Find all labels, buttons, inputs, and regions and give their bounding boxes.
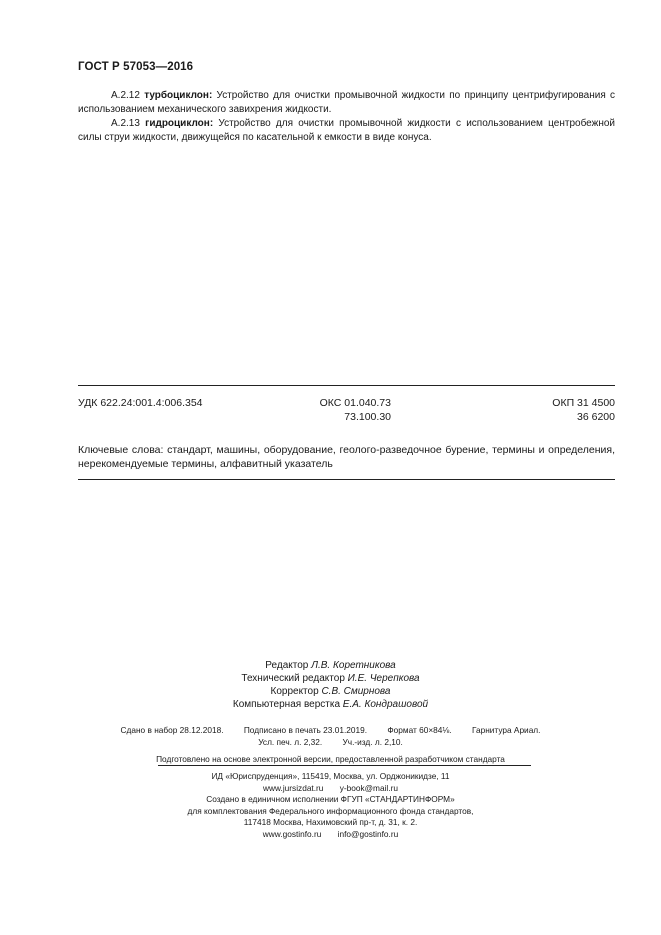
divider bbox=[78, 479, 615, 480]
gostinfo-email[interactable]: info@gostinfo.ru bbox=[337, 828, 399, 839]
imprint-block bbox=[0, 725, 661, 748]
okp-code-2: 36 6200 bbox=[577, 410, 615, 423]
keywords: Ключевые слова: стандарт, машины, оборудование, геолого-разведочное бурение, термины и определения, нерекомендуемые термины, алфавитный указатель bbox=[78, 444, 615, 470]
definition-text: Устройство для очистки промывочной жидкости по принципу центрифугирования с использованием механического завихрения жидкости. bbox=[78, 90, 616, 115]
okp-codes bbox=[552, 397, 615, 424]
prepared-note: Подготовлено на основе электронной версии, предоставленной разработчиком стандарта bbox=[156, 754, 505, 764]
publisher-email[interactable]: y-book@mail.ru bbox=[339, 782, 398, 793]
publisher-address: ИД «Юриспруденция», 115419, Москва, ул. Орджоникидзе, 11 bbox=[211, 771, 450, 781]
udk-code: УДК 622.24:001.4:006.354 bbox=[78, 397, 203, 409]
definition-paragraph-a-2-13 bbox=[78, 117, 615, 144]
document-header: ГОСТ Р 57053—2016 bbox=[78, 61, 194, 73]
okp-code-1: ОКП 31 4500 bbox=[552, 397, 615, 409]
term: турбоциклон: bbox=[144, 90, 213, 101]
oks-code-1: ОКС 01.040.73 bbox=[319, 397, 391, 409]
definition-paragraph-a-2-12 bbox=[78, 89, 615, 116]
gostinfo-website[interactable]: www.gostinfo.ru bbox=[262, 828, 322, 839]
divider bbox=[78, 385, 615, 386]
oks-codes bbox=[300, 397, 391, 424]
credit-layout: Компьютерная верстка Е.А. Кондрашовой bbox=[232, 699, 429, 710]
signed-date: Подписано в печать 23.01.2019. bbox=[243, 725, 368, 735]
created-note: Создано в единичном исполнении ФГУП «СТАНДАРТИНФОРМ» bbox=[206, 794, 455, 804]
credits-block bbox=[0, 659, 661, 711]
fund-note: для комплектования Федерального информационного фонда стандартов, bbox=[187, 805, 474, 816]
typeface: Гарнитура Ариал. bbox=[471, 725, 541, 735]
clause-number: А.2.13 bbox=[111, 118, 140, 129]
credit-proofreader: Корректор С.В. Смирнова bbox=[270, 686, 391, 697]
definition-text: Устройство для очистки промывочной жидкости с использованием центробежной силы струи жидкости, движущейся по касательной к емкости в виде конуса. bbox=[78, 118, 615, 143]
clause-number: А.2.12 bbox=[111, 90, 140, 101]
print-sheets: Усл. печ. л. 2,32. bbox=[258, 736, 323, 747]
divider bbox=[158, 765, 531, 766]
submitted-date: Сдано в набор 28.12.2018. bbox=[120, 725, 224, 735]
credit-tech-editor: Технический редактор И.Е. Черепкова bbox=[241, 673, 420, 684]
paper-format: Формат 60×84⅛. bbox=[387, 725, 452, 735]
oks-code-2: 73.100.30 bbox=[344, 410, 391, 423]
standartinform-address: 117418 Москва, Нахимовский пр-т, д. 31, к. 2. bbox=[243, 817, 418, 827]
publisher-website[interactable]: www.jursizdat.ru bbox=[263, 782, 324, 793]
term: гидроциклон: bbox=[145, 118, 214, 129]
pub-sheets: Уч.-изд. л. 2,10. bbox=[342, 736, 403, 747]
credit-editor: Редактор Л.В. Коретникова bbox=[265, 660, 396, 671]
publisher-block bbox=[0, 771, 661, 840]
